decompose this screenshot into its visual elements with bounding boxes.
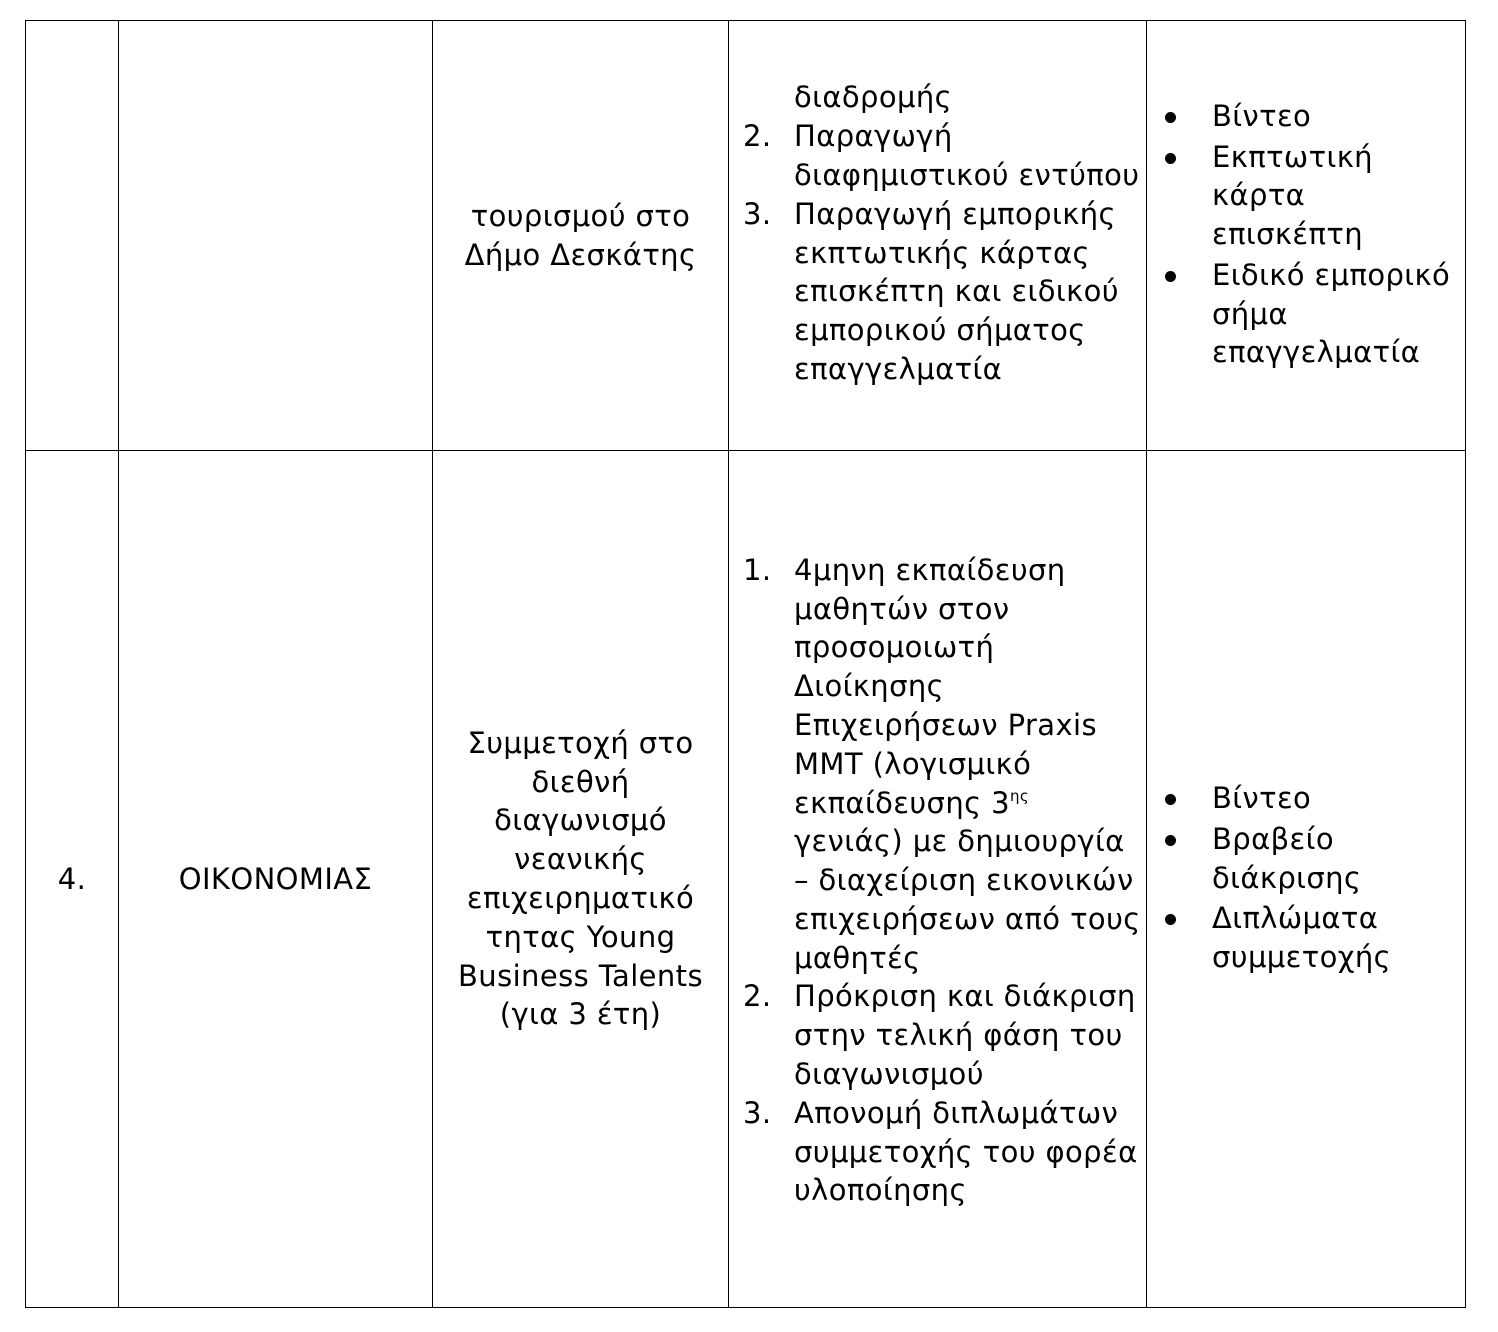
output-text: Βίντεο: [1212, 781, 1312, 815]
output-item: [1212, 97, 1465, 136]
department-cell: [119, 451, 433, 1308]
activity-number: 2.: [743, 119, 772, 154]
row-number: 4.: [57, 861, 87, 896]
activity-text: Παραγωγή διαφημιστικού εντύπου: [794, 119, 1140, 192]
output-item: [1212, 820, 1465, 898]
activity-text: [794, 553, 1141, 975]
activity-number: 3.: [743, 1095, 772, 1130]
output-text: Βίντεο: [1212, 98, 1312, 133]
activities-cell: [729, 21, 1147, 451]
activity-item: [743, 977, 1146, 1093]
table-row: [26, 451, 1466, 1308]
output-item: [1212, 899, 1465, 977]
output-text: Ειδικό εμπορικό σήμα επαγγελματία: [1212, 257, 1451, 370]
bullet-icon: [1165, 271, 1176, 282]
activity-number: 1.: [743, 552, 772, 587]
bullet-icon: [1165, 835, 1176, 846]
activity-continuation: [794, 78, 1146, 117]
row-number-cell: [26, 451, 119, 1308]
activity-text-part: 4μηνη εκπαίδευση μαθητών στον προσομοιωτή Διοίκησης Επιχειρήσεων Praxis MMT (λογισμικό εκπαίδευσης 3: [794, 552, 1097, 820]
activity-item: [743, 1094, 1146, 1210]
output-item: [1212, 256, 1465, 372]
activity-number: 3.: [743, 196, 772, 231]
output-item: [1212, 138, 1465, 254]
outputs-list: [1147, 779, 1465, 977]
activities-cell: [729, 451, 1147, 1308]
outputs-list: [1147, 97, 1465, 373]
row-number-cell: [26, 21, 119, 451]
output-text: Εκπτωτική κάρτα επισκέπτη: [1212, 139, 1373, 252]
outputs-cell: [1147, 451, 1466, 1308]
activity-item: [743, 551, 1146, 978]
activities-list: [729, 551, 1146, 1211]
activity-item: [743, 195, 1146, 389]
activity-text: Πρόκριση και διάκριση στην τελική φάση του διαγωνισμού: [794, 979, 1136, 1092]
program-title: τουρισμού στο Δήμο Δεσκάτης: [464, 198, 697, 272]
bullet-icon: [1165, 153, 1176, 164]
department-name: ΟΙΚΟΝΟΜΙΑΣ: [178, 861, 373, 896]
table-row: [26, 21, 1466, 451]
department-cell: [119, 21, 433, 451]
document-table: [25, 20, 1466, 1308]
activity-number: 2.: [743, 979, 772, 1014]
activity-text: Παραγωγή εμπορικής εκπτωτικής κάρτας επισκέπτη και ειδικού εμπορικού σήματος επαγγελματία: [794, 196, 1119, 386]
output-item: [1212, 779, 1465, 818]
bullet-icon: [1165, 112, 1176, 123]
activities-list: [729, 78, 1146, 388]
program-title: Συμμετοχή στο διεθνή διαγωνισμό νεανικής επιχειρηματικό τητας Young Business Talents (για 3 έτη): [458, 725, 703, 1032]
activity-text: Απονομή διπλωμάτων συμμετοχής του φορέα υλοποίησης: [794, 1095, 1138, 1208]
output-text: Διπλώματα συμμετοχής: [1212, 901, 1392, 975]
activity-text-part: γενιάς) με δημιουργία – διαχείριση εικονικών επιχειρήσεων από τους μαθητές: [794, 824, 1141, 975]
program-title-cell: [433, 451, 729, 1308]
ordinal-superscript: ης: [1010, 786, 1030, 805]
bullet-icon: [1165, 914, 1176, 925]
program-title-cell: [433, 21, 729, 451]
output-text: Βραβείο διάκρισης: [1212, 821, 1362, 895]
outputs-cell: [1147, 21, 1466, 451]
activity-text: διαδρομής: [794, 80, 953, 115]
bullet-icon: [1165, 794, 1176, 805]
activity-item: [743, 117, 1146, 195]
